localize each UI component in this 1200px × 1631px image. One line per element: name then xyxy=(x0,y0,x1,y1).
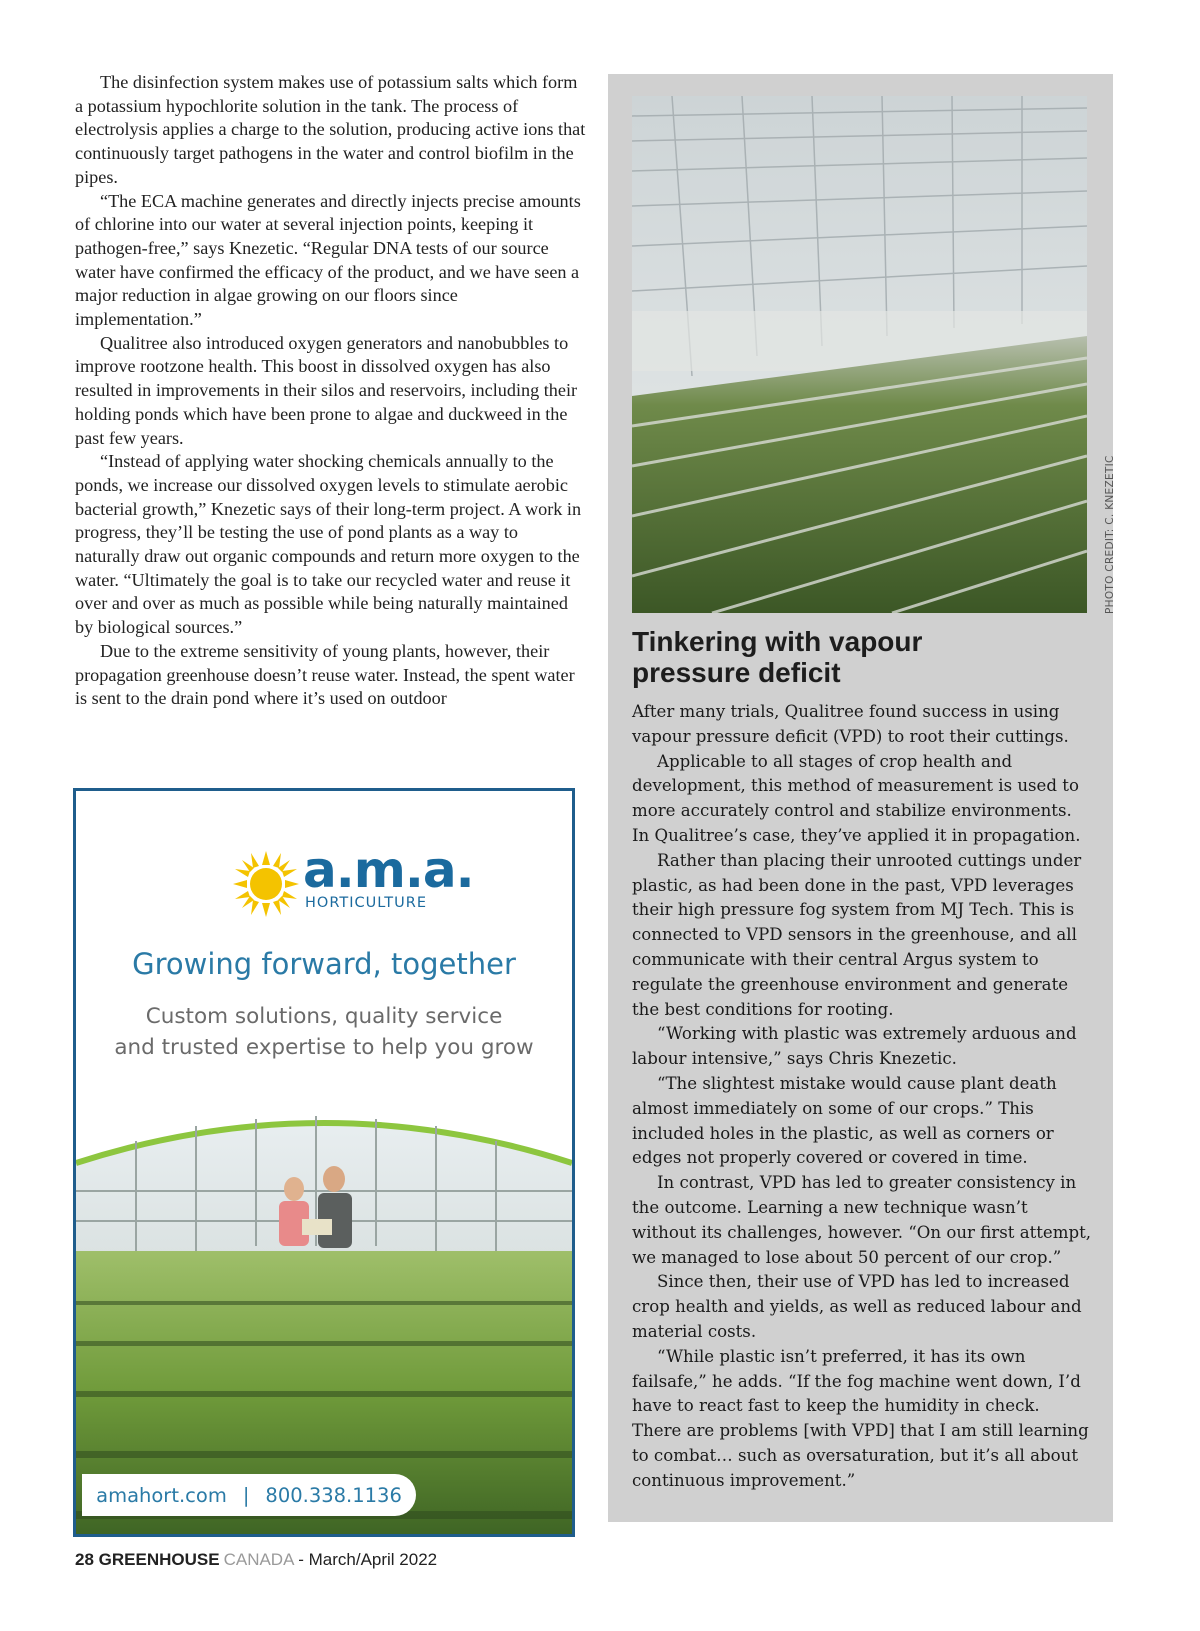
greenhouse-photo xyxy=(632,96,1087,613)
ama-logo xyxy=(231,841,474,925)
sidebar-paragraph: After many trials, Qualitree found success in using vapour pressure deficit (VPD) to root their cuttings. xyxy=(632,702,1069,746)
body-paragraph: Due to the extreme sensitivity of young plants, however, their propagation greenhouse doesn’t reuse water. Instead, the spent water is sent to the drain pond where it’s used on outdoor xyxy=(75,640,575,709)
ad-url-link[interactable]: amahort.com xyxy=(96,1483,227,1507)
sidebar-paragraph: “Working with plastic was extremely arduous and labour intensive,” says Chris Knezetic. xyxy=(632,1024,1077,1069)
ad-copy-line: Custom solutions, quality service xyxy=(145,1004,503,1029)
sun-icon xyxy=(231,849,301,919)
article-left-column xyxy=(75,71,587,711)
sidebar-paragraph: “While plastic isn’t preferred, it has its own failsafe,” he adds. “If the fog machine went down, I’d have to react fast to keep the humidity in check. There are problems [with VPD] that I am still learning to combat… such as oversaturation, but it’s all about continuous improvement.” xyxy=(632,1346,1089,1490)
body-paragraph: Qualitree also introduced oxygen generators and nanobubbles to improve rootzone health. This boost in dissolved oxygen has also resulted in improvements in their silos and reservoirs, including their holding ponds which have been prone to algae and duckweed in the past few years. xyxy=(75,332,578,448)
magazine-name: GREENHOUSE xyxy=(98,1550,220,1569)
ad-brand-subtitle: HORTICULTURE xyxy=(305,895,427,911)
sidebar-paragraph: Applicable to all stages of crop health and development, this method of measurement is used to more accurately control and stabilize environments. In Qualitree’s case, they’ve applied it in propagation. xyxy=(632,751,1081,845)
page-number: 28 xyxy=(75,1550,94,1569)
ad-separator: | xyxy=(242,1483,250,1507)
ad-copy-line: and trusted expertise to help you grow xyxy=(114,1035,534,1060)
sidebar-paragraph: Rather than placing their unrooted cuttings under plastic, as had been done in the past, VPD leverages their high pressure fog system from MJ Tech. This is connected to VPD sensors in the greenhouse, and all communicate with their central Argus system to regulate the greenhouse environment and generate the best conditions for rooting. xyxy=(632,850,1082,1019)
ama-horticulture-ad[interactable] xyxy=(73,788,575,1537)
sidebar-paragraph: In contrast, VPD has led to greater consistency in the outcome. Learning a new technique wasn’t without its challenges, however. “On our first attempt, we managed to lose about 50 percent of our crop.” xyxy=(632,1173,1092,1267)
ad-headline: Growing forward, together xyxy=(132,947,516,981)
sidebar-title-line: Tinkering with vapour xyxy=(632,626,923,657)
ad-brand-name: a.m.a. xyxy=(303,841,474,899)
body-paragraph: “Instead of applying water shocking chemicals annually to the ponds, we increase our dissolved oxygen levels to stimulate aerobic bacterial growth,” Knezetic says of their long-term project. A work in progress, they’ll be testing the use of pond plants as a way to naturally draw out organic compounds and return more oxygen to the water. “Ultimately the goal is to take our recycled water and reuse it over and over as much as possible while being naturally maintained by biological sources.” xyxy=(75,451,582,638)
sidebar-paragraph: “The slightest mistake would cause plant death almost immediately on some of our crops.” This included holes in the plastic, as well as corners or edges not properly covered or covered in time. xyxy=(632,1073,1057,1168)
photo-credit: PHOTO CREDIT: C. KNEZETIC xyxy=(1104,455,1116,614)
sidebar-box xyxy=(608,74,1116,1522)
ad-copy xyxy=(76,1001,572,1063)
ad-contact-bar[interactable] xyxy=(82,1474,416,1516)
sidebar-title xyxy=(632,626,1072,688)
ad-phone-link[interactable]: 800.338.1136 xyxy=(265,1483,402,1507)
ad-greenhouse-photo xyxy=(76,1101,572,1537)
body-paragraph: The disinfection system makes use of potassium salts which form a potassium hypochlorite solution in the tank. The process of electrolysis applies a charge to the solution, producing active ions that continuously target pathogens in the water and control biofilm in the pipes. xyxy=(75,72,586,187)
sidebar-title-line: pressure deficit xyxy=(632,657,841,688)
page-footer xyxy=(75,1550,437,1570)
sidebar-body xyxy=(632,700,1092,1494)
issue-date: - March/April 2022 xyxy=(298,1550,438,1569)
body-paragraph: “The ECA machine generates and directly injects precise amounts of chlorine into our water at several injection points, keeping it pathogen-free,” says Knezetic. “Regular DNA tests of our source water have confirmed the efficacy of the product, and we have seen a major reduction in algae growing on our floors since implementation.” xyxy=(75,190,581,330)
sidebar-paragraph: Since then, their use of VPD has led to increased crop health and yields, as well as reduced labour and material costs. xyxy=(632,1272,1082,1341)
magazine-name-suffix: CANADA xyxy=(223,1550,294,1569)
